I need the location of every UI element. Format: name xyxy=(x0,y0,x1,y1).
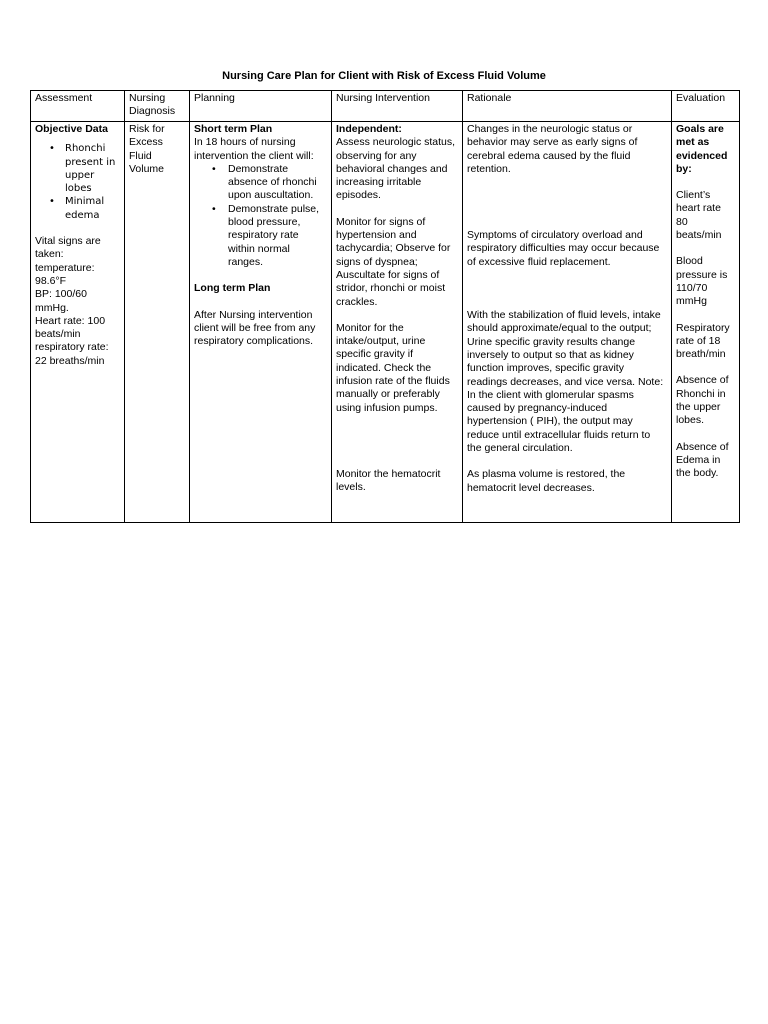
vital-respiratory-rate: respiratory rate: 22 breaths/min xyxy=(35,341,109,367)
table-body-row xyxy=(31,122,740,523)
intervention-cell xyxy=(332,122,463,523)
nursing-diagnosis-text: Risk for Excess Fluid Volume xyxy=(129,123,165,175)
intervention-item: Monitor for signs of hypertension and tachycardia; Observe for signs of dyspnea; Auscultate for signs of stridor, rhonchi or moist crackles. xyxy=(336,215,451,308)
header-nursing-diagnosis: Nursing Diagnosis xyxy=(125,91,190,122)
vital-heart-rate: Heart rate: 100 beats/min xyxy=(35,314,106,341)
rationale-cell xyxy=(463,122,672,523)
table-header-row xyxy=(31,91,740,122)
diagnosis-cell xyxy=(125,122,190,523)
objective-data-heading: Objective Data xyxy=(35,123,108,135)
independent-heading: Independent: xyxy=(336,123,402,135)
vital-temperature: temperature: 98.6°F xyxy=(35,261,95,287)
rationale-item: With the stabilization of fluid levels, intake should approximate/equal to the output; Urine specific gravity results change inversely to output so that as kidney function improves, specific gravity readings decreases, and vice versa. Note: In the client with glomerular spasms caused by pregnancy-induced hypertension ( PIH), the output may reduce until extracellular fluids return to the general circulation. xyxy=(467,309,664,455)
rationale-item: Changes in the neurologic status or behavior may serve as early signs of cerebral edema caused by the fluid retention. xyxy=(467,123,638,175)
header-planning: Planning xyxy=(190,91,332,122)
assessment-bullet-list xyxy=(35,142,120,222)
long-term-plan-heading: Long term Plan xyxy=(194,282,271,295)
short-term-plan-text: In 18 hours of nursing intervention the client will: xyxy=(194,136,314,162)
assessment-bullet: • Rhonchi present in upper lobes xyxy=(65,142,120,195)
document-title: Nursing Care Plan for Client with Risk of Excess Fluid Volume xyxy=(222,70,546,82)
long-term-plan-text: After Nursing intervention client will be free from any respiratory complications. xyxy=(194,308,316,348)
header-rationale: Rationale xyxy=(463,91,672,122)
header-nursing-intervention: Nursing Intervention xyxy=(332,91,463,122)
intervention-item: Assess neurologic status, observing for any behavioral changes and increasing irritable episodes. xyxy=(336,136,456,202)
intervention-item: Monitor for the intake/output, urine specific gravity if indicated. Check the infusion rate of the fluids manually or preferably using infusion pumps. xyxy=(336,321,450,414)
vital-signs-intro: Vital signs are taken: xyxy=(35,235,101,261)
evaluation-item: Respiratory rate of 18 breath/min xyxy=(676,321,730,361)
care-plan-table xyxy=(30,90,740,523)
evaluation-item: Absence of Edema in the body. xyxy=(676,440,729,480)
short-term-plan-heading: Short term Plan xyxy=(194,123,273,135)
planning-cell xyxy=(190,122,332,523)
vital-blood-pressure: BP: 100/60 mmHg. xyxy=(35,288,87,314)
rationale-item: As plasma volume is restored, the hematocrit level decreases. xyxy=(467,468,626,494)
intervention-item: Monitor the hematocrit levels. xyxy=(336,467,441,494)
assessment-bullet: • Minimal edema xyxy=(65,195,120,222)
evaluation-item: Blood pressure is 110/70 mmHg xyxy=(676,255,728,308)
short-term-goal: • Demonstrate pulse, blood pressure, respiratory rate within normal ranges. xyxy=(228,203,327,269)
goals-met-heading: Goals are met as evidenced by: xyxy=(676,123,728,175)
evaluation-item: Client’s heart rate 80 beats/min xyxy=(676,189,722,242)
rationale-item: Symptoms of circulatory overload and respiratory difficulties may occur because of excessive fluid replacement. xyxy=(467,229,660,268)
header-assessment: Assessment xyxy=(31,91,125,122)
header-evaluation: Evaluation xyxy=(672,91,740,122)
evaluation-item: Absence of Rhonchi in the upper lobes. xyxy=(676,374,729,427)
evaluation-cell xyxy=(672,122,740,523)
short-term-goal: • Demonstrate absence of rhonchi upon auscultation. xyxy=(228,163,327,203)
assessment-cell xyxy=(31,122,125,523)
short-term-goal-list xyxy=(194,163,327,269)
